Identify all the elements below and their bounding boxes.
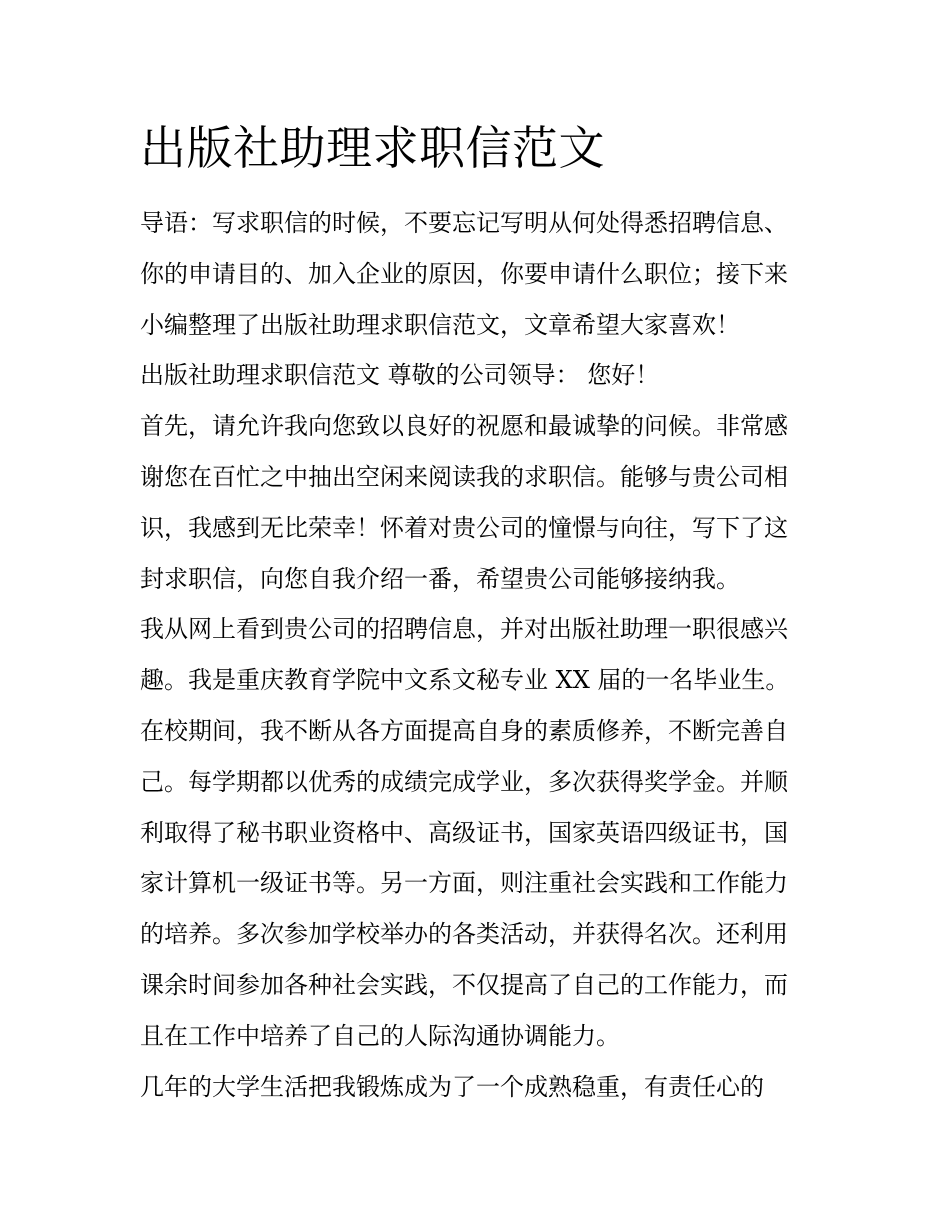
text-line-11: 在校期间，我不断从各方面提高自身的素质修养，不断完善自 xyxy=(140,716,788,745)
text-line-16: 课余时间参加各种社会实践，不仅提高了自己的工作能力，而 xyxy=(140,970,788,999)
text-line-13: 利取得了秘书职业资格中、高级证书，国家英语四级证书，国 xyxy=(140,818,788,847)
text-line-17: 且在工作中培养了自己的人际沟通协调能力。 xyxy=(140,1021,620,1050)
text-line-1: 导语：写求职信的时候，不要忘记写明从何处得悉招聘信息、 xyxy=(140,209,788,237)
text-line-2: 你的申请目的、加入企业的原因，你要申请什么职位；接下来 xyxy=(140,259,788,288)
text-line-9: 我从网上看到贵公司的招聘信息，并对出版社助理一职很感兴 xyxy=(140,615,788,644)
text-line-18: 几年的大学生活把我锻炼成为了一个成熟稳重，有责任心的 xyxy=(140,1072,764,1101)
text-line-3: 小编整理了出版社助理求职信范文，文章希望大家喜欢！ xyxy=(140,310,740,339)
text-line-14: 家计算机一级证书等。另一方面，则注重社会实践和工作能力 xyxy=(140,869,788,898)
text-line-10: 趣。我是重庆教育学院中文系文秘专业 XX 届的一名毕业生。 xyxy=(140,666,790,695)
text-line-6: 谢您在百忙之中抽出空闲来阅读我的求职信。能够与贵公司相 xyxy=(140,462,788,491)
text-line-8: 封求职信，向您自我介绍一番，希望贵公司能够接纳我。 xyxy=(140,564,740,593)
text-line-4: 出版社助理求职信范文 尊敬的公司领导： 您好！ xyxy=(140,361,660,390)
document-body xyxy=(140,198,812,1112)
text-line-12: 己。每学期都以优秀的成绩完成学业，多次获得奖学金。并顺 xyxy=(140,767,788,796)
text-line-7: 识，我感到无比荣幸！怀着对贵公司的憧憬与向往，写下了这 xyxy=(140,513,788,542)
text-line-15: 的培养。多次参加学校举办的各类活动，并获得名次。还利用 xyxy=(140,920,788,949)
text-line-5: 首先，请允许我向您致以良好的祝愿和最诚挚的问候。非常感 xyxy=(140,412,788,441)
document-title: 出版社助理求职信范文 xyxy=(140,121,605,175)
